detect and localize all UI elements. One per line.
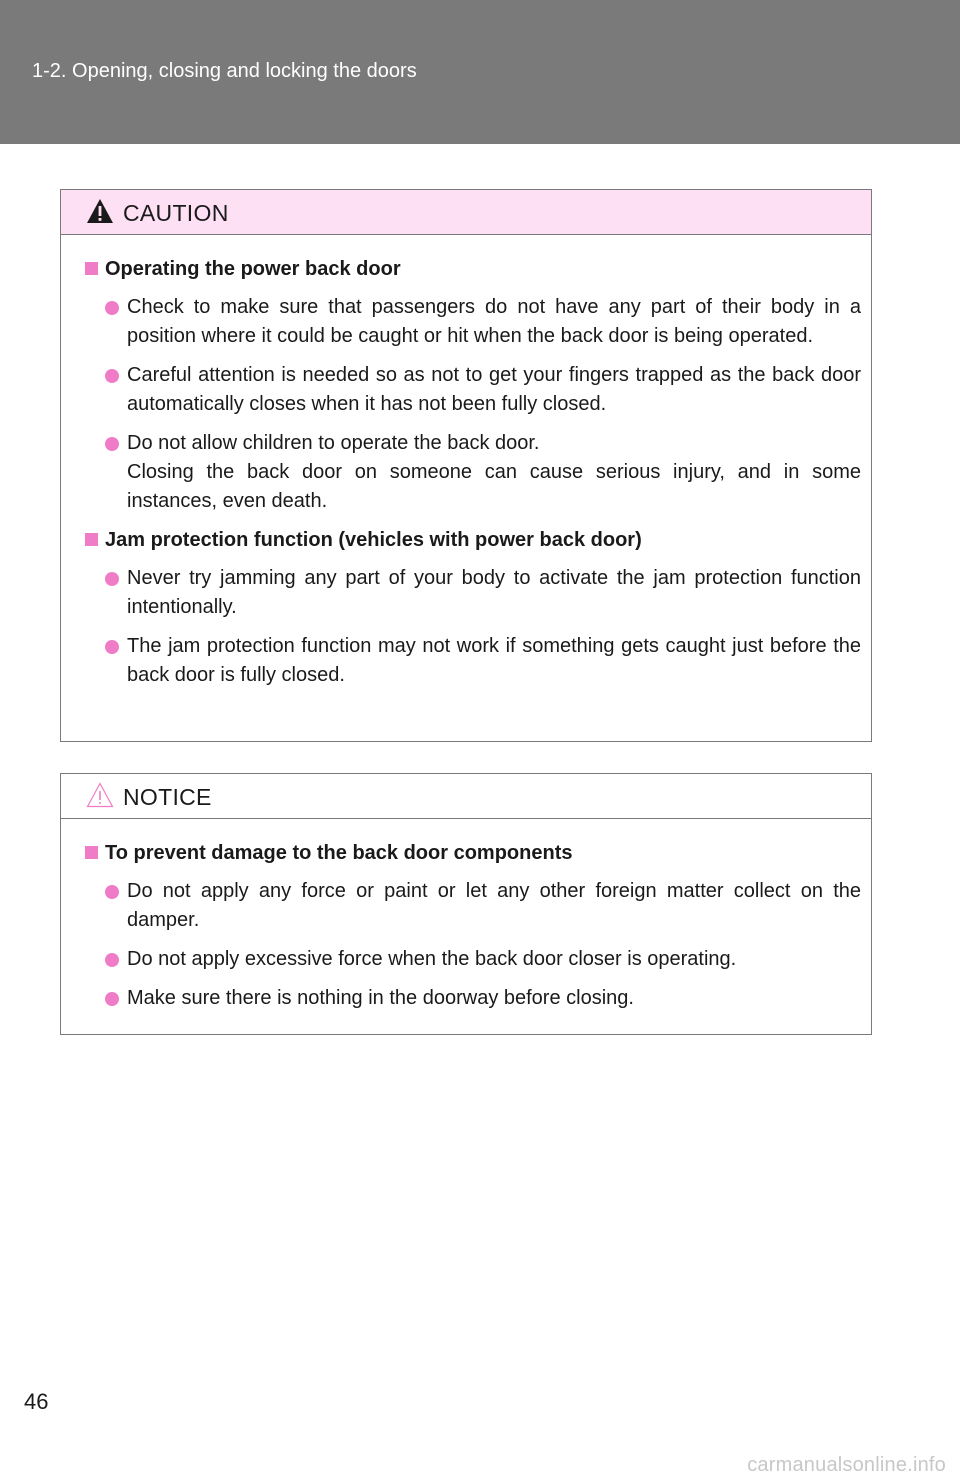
- square-bullet-icon: [85, 533, 98, 546]
- circle-bullet-icon: [105, 885, 119, 899]
- section-heading: [85, 839, 861, 867]
- list-item: [105, 429, 861, 516]
- circle-bullet-icon: [105, 369, 119, 383]
- bullet-text: Never try jamming any part of your body to activate the jam protection function intentionally.: [127, 567, 861, 618]
- section-heading-text: Operating the power back door: [105, 258, 401, 280]
- watermark: carmanualsonline.info: [747, 1454, 946, 1476]
- page-number: 46: [24, 1389, 49, 1414]
- square-bullet-icon: [85, 262, 98, 275]
- caution-box: [60, 189, 872, 742]
- notice-header: [61, 774, 871, 819]
- notice-body: [61, 819, 871, 1013]
- circle-bullet-icon: [105, 953, 119, 967]
- circle-bullet-icon: [105, 437, 119, 451]
- list-item: [105, 877, 861, 935]
- section-heading: [85, 255, 861, 283]
- page-header: [0, 0, 960, 144]
- list-item: [105, 632, 861, 690]
- list-item: [105, 293, 861, 351]
- caution-header: [61, 190, 871, 235]
- bullet-text: Closing the back door on someone can cause serious injury, and in some instances, even death.: [127, 461, 861, 512]
- warning-triangle-outline-icon: [85, 781, 115, 809]
- bullet-text: The jam protection function may not work if something gets caught just before the back door is fully closed.: [127, 635, 861, 686]
- notice-title: NOTICE: [123, 784, 212, 810]
- section-heading-text: To prevent damage to the back door components: [105, 842, 573, 864]
- caution-body: [61, 235, 871, 690]
- bullet-text: Do not allow children to operate the back door.: [127, 432, 540, 454]
- list-item: [105, 564, 861, 622]
- bullet-text: Check to make sure that passengers do not have any part of their body in a position where it could be caught or hit when the back door is being operated.: [127, 296, 861, 347]
- list-item: [105, 945, 861, 974]
- section-heading: [85, 526, 861, 554]
- warning-triangle-icon: [85, 197, 115, 225]
- caution-title: CAUTION: [123, 200, 229, 226]
- notice-box: [60, 773, 872, 1035]
- list-item: [105, 361, 861, 419]
- bullet-text: Careful attention is needed so as not to get your fingers trapped as the back door automatically closes when it has not been fully closed.: [127, 364, 861, 415]
- list-item: [105, 984, 861, 1013]
- section-heading-text: Jam protection function (vehicles with power back door): [105, 529, 642, 551]
- square-bullet-icon: [85, 846, 98, 859]
- bullet-text: Do not apply any force or paint or let any other foreign matter collect on the damper.: [127, 880, 861, 931]
- circle-bullet-icon: [105, 572, 119, 586]
- bullet-text: Make sure there is nothing in the doorway before closing.: [127, 987, 634, 1009]
- circle-bullet-icon: [105, 301, 119, 315]
- circle-bullet-icon: [105, 992, 119, 1006]
- circle-bullet-icon: [105, 640, 119, 654]
- chapter-title: 1-2. Opening, closing and locking the doors: [32, 60, 417, 82]
- bullet-text: Do not apply excessive force when the back door closer is operating.: [127, 948, 737, 970]
